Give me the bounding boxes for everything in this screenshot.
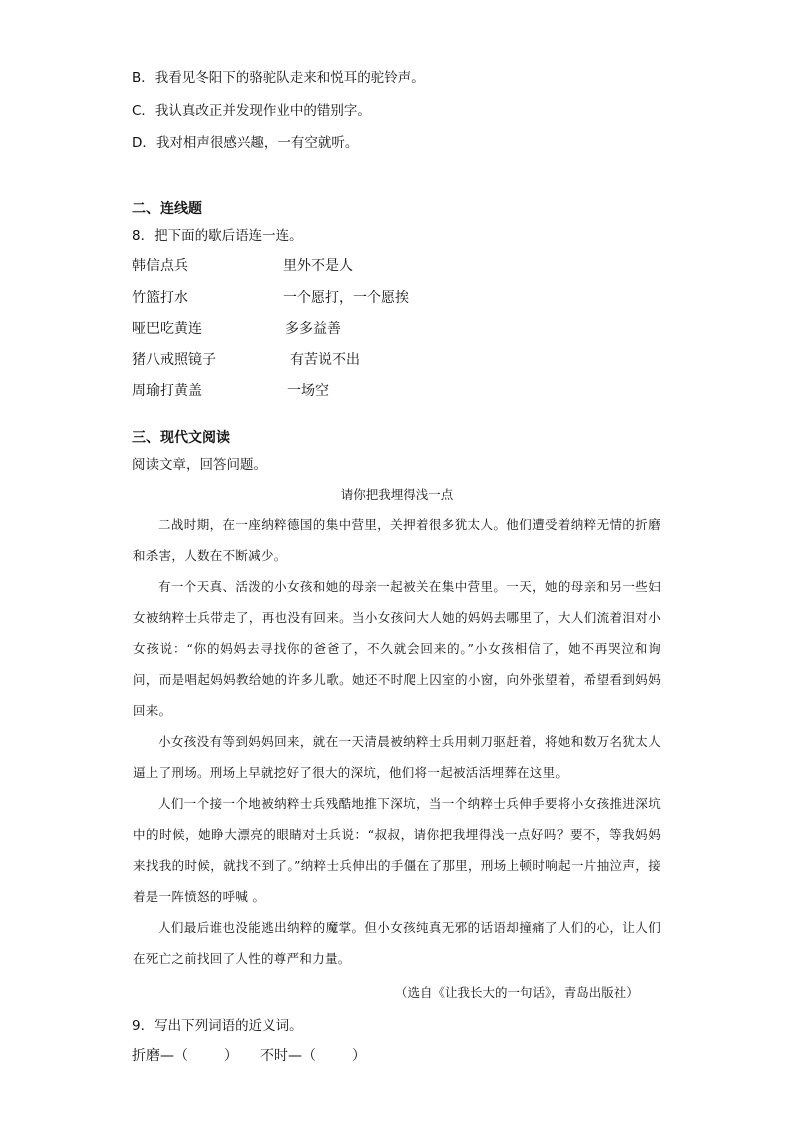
synonym-blank-1-label: 折磨—（ <box>132 1048 188 1064</box>
section-heading-reading: 三、现代文阅读 <box>132 430 230 446</box>
proverb-left-3: 哑巴吃黄连 <box>132 321 202 337</box>
proverb-right-4: 有苦说不出 <box>290 352 360 368</box>
question-9-items <box>132 1045 366 1065</box>
proverb-left-4: 猪八戒照镜子 <box>132 352 216 368</box>
article-paragraph-3: 小女孩没有等到妈妈回来，就在一天清晨被纳粹士兵用刺刀驱赶着，将她和数万名犹太人逼上了刑场。刑场上早就挖好了很大的深坑，他们将一起被活活埋葬在这里。 <box>133 734 661 780</box>
article-paragraph-5: 人们最后谁也没能逃出纳粹的魔掌。但小女孩纯真无邪的话语却撞痛了人们的心，让人们在死亡之前找回了人性的尊严和力量。 <box>133 920 661 966</box>
proverb-right-1: 里外不是人 <box>283 258 353 274</box>
proverb-left-2: 竹篮打水 <box>132 290 188 306</box>
option-c: C．我认真改正并发现作业中的错别字。 <box>132 103 371 119</box>
synonym-blank-2-close: ） <box>352 1048 366 1064</box>
reading-instruction: 阅读文章，回答问题。 <box>132 457 267 473</box>
synonym-blank-2-label: 不时—（ <box>260 1048 316 1064</box>
article-paragraph-1: 二战时期，在一座纳粹德国的集中营里，关押着很多犹太人。他们遭受着纳粹无情的折磨和杀害，人数在不断减少。 <box>133 517 661 563</box>
proverb-right-5: 一场空 <box>287 383 329 399</box>
section-heading-matching: 二、连线题 <box>132 201 202 217</box>
article-title: 请你把我埋得浅一点 <box>340 487 454 502</box>
option-d: D．我对相声很感兴趣，一有空就听。 <box>132 135 359 151</box>
article-paragraph-4: 人们一个接一个地被纳粹士兵残酷地推下深坑，当一个纳粹士兵伸手要将小女孩推进深坑中的时候，她睁大漂亮的眼睛对士兵说：“叔叔，请你把我埋得浅一点好吗？要不，等我妈妈来找我的时候，就找不到了。”纳粹士兵伸出的手僵在了那里，刑场上顿时响起一片抽泣声，接着是一阵愤怒的呼喊 。 <box>133 796 661 904</box>
proverb-left-1: 韩信点兵 <box>132 258 188 274</box>
proverb-left-5: 周瑜打黄盖 <box>132 383 202 399</box>
question-9: 9．写出下列词语的近义词。 <box>132 1018 303 1034</box>
synonym-blank-1-close: ） <box>224 1048 238 1064</box>
proverb-right-2: 一个愿打，一个愿挨 <box>283 290 409 306</box>
option-b: B．我看见冬阳下的骆驼队走来和悦耳的驼铃声。 <box>132 70 425 86</box>
article-paragraph-2: 有一个天真、活泼的小女孩和她的母亲一起被关在集中营里。一天，她的母亲和另一些妇女被纳粹士兵带走了，再也没有回来。当小女孩问大人她的妈妈去哪里了，大人们流着泪对小女孩说：“你的妈妈去寻找你的爸爸了，不久就会回来的。”小女孩相信了，她不再哭泣和询问，而是唱起妈妈教给她的许多儿歌。她还不时爬上囚室的小窗，向外张望着，希望看到妈妈回来。 <box>133 579 661 718</box>
proverb-right-3: 多多益善 <box>285 321 341 337</box>
article-source: （选自《让我长大的一句话》，青岛出版社） <box>395 985 639 1000</box>
question-8: 8．把下面的歇后语连一连。 <box>132 228 303 244</box>
